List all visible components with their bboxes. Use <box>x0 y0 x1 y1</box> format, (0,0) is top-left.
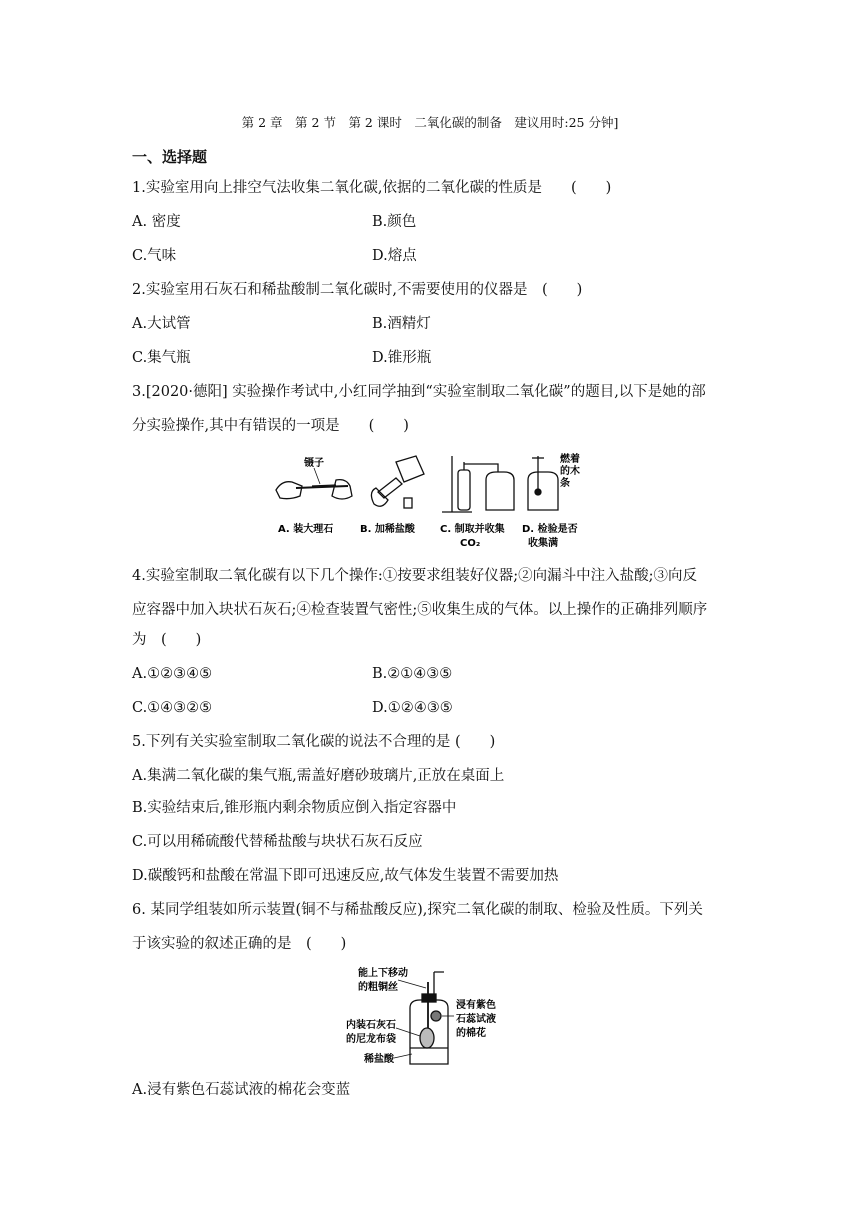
question-6-line-1: 6. 某同学组装如所示装置(铜不与稀盐酸反应),探究二氧化碳的制取、检验及性质。下列关 <box>132 902 703 918</box>
label-d2: 收集满 <box>528 538 558 549</box>
q3-figure <box>266 452 596 554</box>
label-stick-2: 的木 <box>560 466 580 477</box>
flame-shape <box>535 489 541 495</box>
q2-option-c: C.集气瓶 <box>132 350 191 366</box>
question-5-stem: 5.下列有关实验室制取二氧化碳的说法不合理的是 ( ) <box>132 734 496 750</box>
q1-option-c: C.气味 <box>132 248 177 264</box>
q1-option-a: A. 密度 <box>132 214 181 230</box>
q5-option-d: D.碳酸钙和盐酸在常温下即可迅速反应,故气体发生装置不需要加热 <box>132 868 559 884</box>
label-cotton-2: 石蕊试液 <box>456 1014 496 1025</box>
question-6-line-2: 于该实验的叙述正确的是 ( ) <box>132 936 347 952</box>
label-acid: 稀盐酸 <box>364 1054 394 1065</box>
q4-option-b: B.②①④③⑤ <box>372 666 453 682</box>
q5-option-c: C.可以用稀硫酸代替稀盐酸与块状石灰石反应 <box>132 834 423 850</box>
q1-option-d: D.熔点 <box>372 248 417 264</box>
hand-right-shape <box>332 480 352 499</box>
label-cotton-3: 的棉花 <box>456 1028 486 1039</box>
tweezers-pointer <box>314 468 320 484</box>
label-stick-3: 条 <box>560 478 570 489</box>
label-wire-2: 的粗铜丝 <box>358 982 398 993</box>
label-d1: D. 检验是否 <box>522 524 578 535</box>
q4-option-c: C.①④③②⑤ <box>132 700 213 716</box>
bag-pointer <box>396 1028 420 1036</box>
label-cotton-1: 浸有紫色 <box>456 1000 496 1011</box>
q1-option-b: B.颜色 <box>372 214 417 230</box>
label-a: A. 装大理石 <box>278 524 334 535</box>
acid-pointer <box>394 1054 412 1058</box>
question-3-line-1: 3.[2020·德阳] 实验操作考试中,小红同学抽到“实验室制取二氧化碳”的题目,以下是她的部 <box>132 384 706 400</box>
test-tube-shape <box>296 486 348 488</box>
nylon-bag-shape <box>420 1028 434 1048</box>
label-wire-1: 能上下移动 <box>358 968 408 979</box>
q2-option-b: B.酒精灯 <box>372 316 431 332</box>
q6-figure <box>344 964 524 1072</box>
label-tweezers: 镊子 <box>304 458 324 469</box>
reagent-bottle-shape <box>396 456 424 482</box>
tube-c-shape <box>458 470 470 510</box>
q4-option-d: D.①②④③⑤ <box>372 700 453 716</box>
chapter-header: 第 2 章 第 2 节 第 2 课时 二氧化碳的制备 建议用时:25 分钟] <box>241 115 619 130</box>
question-2-stem: 2.实验室用石灰石和稀盐酸制二氧化碳时,不需要使用的仪器是 ( ) <box>132 282 583 298</box>
label-stick-1: 燃着 <box>560 454 580 465</box>
label-bag-1: 内装石灰石 <box>346 1020 396 1031</box>
stopper-shape <box>422 994 436 1002</box>
tube-b-shape <box>378 478 402 498</box>
cotton-shape <box>431 1011 441 1021</box>
q4-option-a: A.①②③④⑤ <box>132 666 213 682</box>
section-title: 一、选择题 <box>132 148 208 166</box>
label-bag-2: 的尼龙布袋 <box>346 1034 396 1045</box>
question-4-line-3: 为 ( ) <box>132 632 202 648</box>
gas-jar-d-shape <box>528 472 558 510</box>
question-3-line-2: 分实验操作,其中有错误的一项是 ( ) <box>132 418 409 434</box>
question-1-stem: 1.实验室用向上排空气法收集二氧化碳,依据的二氧化碳的性质是 ( ) <box>132 180 612 196</box>
label-c1: C. 制取并收集 <box>440 524 505 535</box>
q6-option-a: A.浸有紫色石蕊试液的棉花会变蓝 <box>132 1082 351 1098</box>
label-b: B. 加稀盐酸 <box>360 524 415 535</box>
q2-option-a: A.大试管 <box>132 316 191 332</box>
gas-tube-shape <box>434 972 444 994</box>
gas-jar-c-shape <box>486 472 514 510</box>
q2-option-d: D.锥形瓶 <box>372 350 432 366</box>
q5-option-a: A.集满二氧化碳的集气瓶,需盖好磨砂玻璃片,正放在桌面上 <box>132 768 505 784</box>
question-4-line-2: 应容器中加入块状石灰石;④检查装置气密性;⑤收集生成的气体。以上操作的正确排列顺序 <box>132 602 708 618</box>
label-c2: CO₂ <box>460 538 481 549</box>
question-4-line-1: 4.实验室制取二氧化碳有以下几个操作:①按要求组装好仪器;②向漏斗中注入盐酸;③向反 <box>132 568 697 584</box>
hand-left-shape <box>276 482 302 499</box>
q5-option-b: B.实验结束后,锥形瓶内剩余物质应倒入指定容器中 <box>132 800 457 816</box>
stopper-shape <box>404 498 412 508</box>
wire-pointer <box>398 980 426 988</box>
